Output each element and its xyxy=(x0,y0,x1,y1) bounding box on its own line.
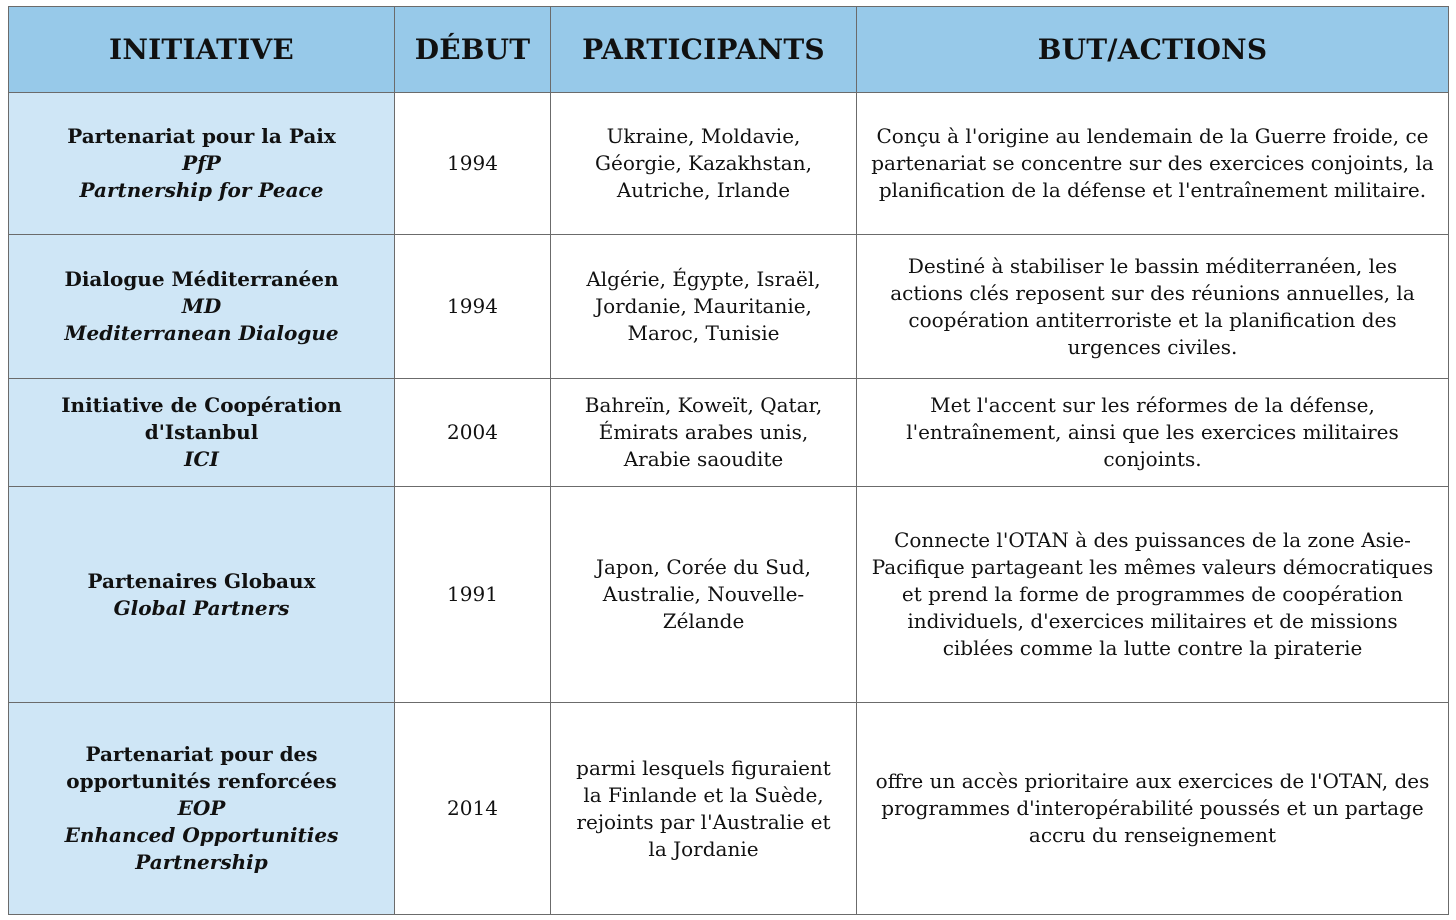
header-but-actions: BUT/ACTIONS xyxy=(857,7,1449,93)
table-header xyxy=(9,7,1449,93)
but-actions-cell: Destiné à stabiliser le bassin méditerranéen, les actions clés reposent sur des réunions annuelles, la coopération antiterroriste et la planification des urgences civiles. xyxy=(857,235,1449,379)
initiative-cell xyxy=(9,703,395,915)
participants-cell: Ukraine, Moldavie, Géorgie, Kazakhstan, Autriche, Irlande xyxy=(551,93,857,235)
initiative-abbr: EOP xyxy=(177,796,226,820)
table-row xyxy=(9,93,1449,235)
initiative-cell xyxy=(9,93,395,235)
participants-cell: Japon, Corée du Sud, Australie, Nouvelle-Zélande xyxy=(551,487,857,703)
table-row xyxy=(9,487,1449,703)
table-row xyxy=(9,235,1449,379)
debut-cell: 1994 xyxy=(395,235,551,379)
header-initiative: INITIATIVE xyxy=(9,7,395,93)
header-debut: DÉBUT xyxy=(395,7,551,93)
but-actions-cell: offre un accès prioritaire aux exercices de l'OTAN, des programmes d'interopérabilité poussés et un partage accru du renseignement xyxy=(857,703,1449,915)
initiative-english: Mediterranean Dialogue xyxy=(64,321,339,345)
initiative-name: Partenariat pour la Paix xyxy=(67,124,336,148)
table-row xyxy=(9,703,1449,915)
initiative-name: Dialogue Méditerranéen xyxy=(64,267,339,291)
partnerships-table xyxy=(8,6,1449,915)
initiative-english: Global Partners xyxy=(113,595,290,620)
but-actions-cell: Met l'accent sur les réformes de la défense, l'entraînement, ainsi que les exercices militaires conjoints. xyxy=(857,379,1449,487)
initiative-cell xyxy=(9,379,395,487)
initiative-abbr: ICI xyxy=(184,447,219,471)
initiative-cell xyxy=(9,235,395,379)
header-participants: PARTICIPANTS xyxy=(551,7,857,93)
participants-cell: Bahreïn, Koweït, Qatar, Émirats arabes unis, Arabie saoudite xyxy=(551,379,857,487)
initiative-english: Enhanced Opportunities Partnership xyxy=(64,823,339,874)
header-row xyxy=(9,7,1449,93)
debut-cell: 2004 xyxy=(395,379,551,487)
initiative-name: Partenaires Globaux xyxy=(87,568,316,593)
initiative-name: Partenariat pour des opportunités renforcées xyxy=(66,742,337,793)
but-actions-cell: Connecte l'OTAN à des puissances de la zone Asie-Pacifique partageant les mêmes valeurs démocratiques et prend la forme de programmes de coopération individuels, d'exercices militaires et de missions ciblées comme la lutte contre la piraterie xyxy=(857,487,1449,703)
debut-cell: 1991 xyxy=(395,487,551,703)
participants-cell: parmi lesquels figuraient la Finlande et la Suède, rejoints par l'Australie et la Jordanie xyxy=(551,703,857,915)
debut-cell: 1994 xyxy=(395,93,551,235)
initiative-cell xyxy=(9,487,395,703)
initiative-english: Partnership for Peace xyxy=(79,178,324,202)
initiative-name: Initiative de Coopération d'Istanbul xyxy=(61,393,342,444)
but-actions-cell: Conçu à l'origine au lendemain de la Guerre froide, ce partenariat se concentre sur des exercices conjoints, la planification de la défense et l'entraînement militaire. xyxy=(857,93,1449,235)
participants-cell: Algérie, Égypte, Israël, Jordanie, Mauritanie, Maroc, Tunisie xyxy=(551,235,857,379)
initiative-abbr: PfP xyxy=(182,151,221,175)
debut-cell: 2014 xyxy=(395,703,551,915)
table-row xyxy=(9,379,1449,487)
table-body xyxy=(9,93,1449,915)
initiative-abbr: MD xyxy=(181,294,222,318)
